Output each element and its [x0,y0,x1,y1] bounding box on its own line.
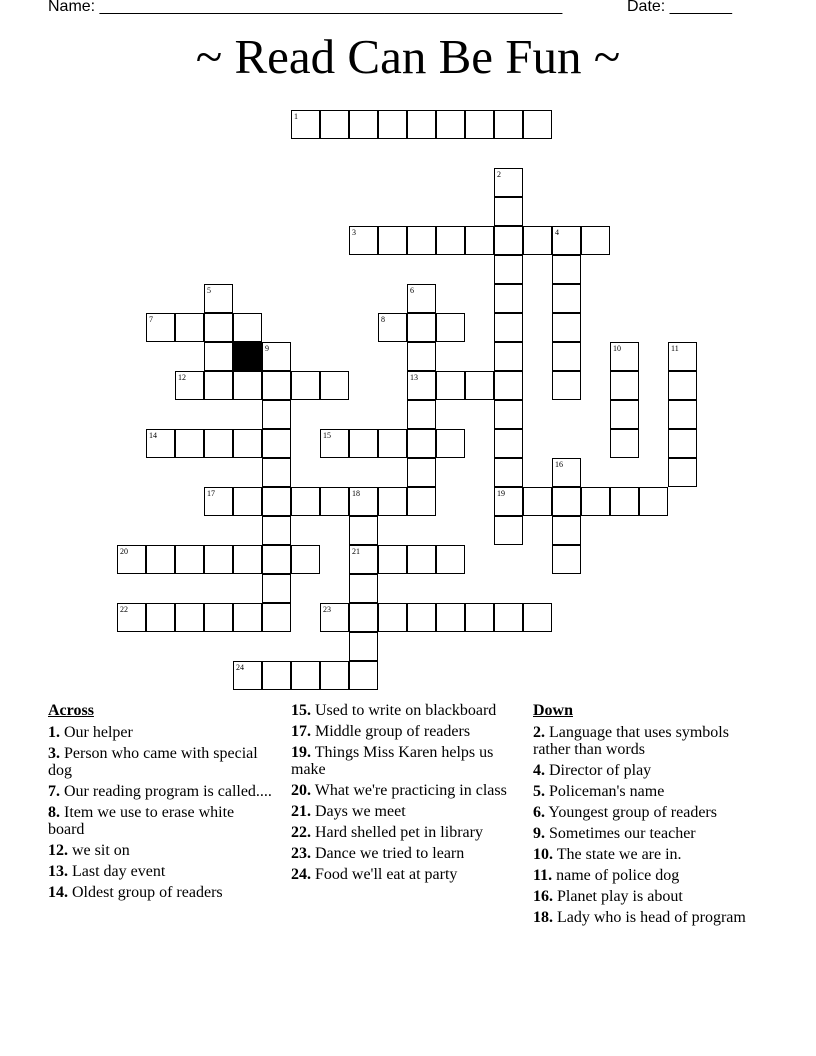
crossword-cell[interactable] [494,255,523,284]
clue-number: 20. [291,782,311,799]
crossword-cell[interactable] [349,545,378,574]
clue-text: Director of play [549,762,652,779]
cell-number: 9 [265,344,269,353]
cell-number: 21 [352,547,360,556]
clue-across [48,884,273,901]
crossword-cell[interactable] [233,545,262,574]
clue-text: Last day event [72,863,166,880]
crossword-cell[interactable] [378,603,407,632]
down-clues [533,702,758,930]
crossword-cell[interactable] [552,458,581,487]
crossword-cell[interactable] [117,603,146,632]
crossword-cell[interactable] [291,661,320,690]
crossword-cell[interactable] [378,429,407,458]
crossword-cell[interactable] [175,429,204,458]
clue-number: 24. [291,866,311,883]
crossword-cell[interactable] [378,110,407,139]
crossword-cell[interactable] [494,371,523,400]
crossword-cell[interactable] [523,487,552,516]
clue-across [48,745,273,779]
page-title: ~ Read Can Be Fun ~ [195,29,621,84]
crossword-cell[interactable] [494,516,523,545]
crossword-cell[interactable] [378,545,407,574]
crossword-cell[interactable] [204,313,233,342]
crossword-cell[interactable] [175,603,204,632]
clue-number: 19. [291,744,311,761]
crossword-cell[interactable] [407,313,436,342]
clue-down [533,888,758,905]
clue-text: Person who came with special dog [48,745,258,779]
clue-text: name of police dog [556,867,680,884]
crossword-cell[interactable] [233,313,262,342]
crossword-cell[interactable] [349,110,378,139]
clue-number: 7. [48,783,60,800]
crossword-cell[interactable] [552,255,581,284]
crossword-cell[interactable] [291,110,320,139]
crossword-cell[interactable] [407,429,436,458]
crossword-cell[interactable] [494,487,523,516]
clue-down [533,909,758,926]
clue-number: 6. [533,804,545,821]
clue-number: 14. [48,884,68,901]
crossword-cell[interactable] [668,342,697,371]
clue-down [533,762,758,779]
crossword-cell[interactable] [436,429,465,458]
clue-text: Things Miss Karen helps us make [291,744,494,778]
clue-across [48,842,273,859]
crossword-cell[interactable] [436,226,465,255]
cell-number: 12 [178,373,186,382]
clue-across [291,866,516,883]
cell-number: 4 [555,228,559,237]
crossword-cell[interactable] [610,429,639,458]
crossword-cell[interactable] [204,284,233,313]
crossword-cell[interactable] [349,632,378,661]
clue-down [533,867,758,884]
crossword-cell[interactable] [320,603,349,632]
crossword-cell[interactable] [291,545,320,574]
clue-number: 10. [533,846,553,863]
crossword-cell[interactable] [494,342,523,371]
crossword-cell[interactable] [349,574,378,603]
clue-text: Dance we tried to learn [315,845,465,862]
crossword-cell[interactable] [233,429,262,458]
clue-text: Language that uses symbols rather than words [533,724,729,758]
crossword-cell[interactable] [204,342,233,371]
crossword-cell[interactable] [349,661,378,690]
cell-number: 1 [294,112,298,121]
cell-number: 13 [410,373,418,382]
clue-text: Our reading program is called.... [64,783,272,800]
crossword-cell[interactable] [494,110,523,139]
clue-down [533,825,758,842]
crossword-cell[interactable] [552,545,581,574]
crossword-cell[interactable] [204,429,233,458]
cell-number: 18 [352,489,360,498]
cell-number: 10 [613,344,621,353]
crossword-cell[interactable] [117,545,146,574]
clue-number: 8. [48,804,60,821]
crossword-cell[interactable] [610,342,639,371]
clue-number: 4. [533,762,545,779]
crossword-cell[interactable] [668,429,697,458]
clue-number: 11. [533,867,553,884]
cell-number: 16 [555,460,563,469]
crossword-cell[interactable] [523,226,552,255]
crossword-cell[interactable] [146,603,175,632]
crossword-cell[interactable] [465,371,494,400]
crossword-cell[interactable] [320,487,349,516]
crossword-cell[interactable] [175,545,204,574]
cell-number: 19 [497,489,505,498]
crossword-cell[interactable] [407,487,436,516]
across-clues-continued [291,702,516,887]
clue-across [291,702,516,719]
crossword-cell[interactable] [523,110,552,139]
crossword-cell[interactable] [204,487,233,516]
crossword-cell[interactable] [407,458,436,487]
crossword-cell[interactable] [204,603,233,632]
crossword-cell[interactable] [233,603,262,632]
crossword-cell[interactable] [436,603,465,632]
crossword-cell[interactable] [436,371,465,400]
crossword-cell[interactable] [436,545,465,574]
crossword-cell[interactable] [175,313,204,342]
clue-text: Item we use to erase white board [48,804,235,838]
crossword-cell[interactable] [494,284,523,313]
crossword-cell[interactable] [668,371,697,400]
crossword-cell[interactable] [233,487,262,516]
crossword-cell[interactable] [349,487,378,516]
crossword-cell[interactable] [407,284,436,313]
crossword-cell[interactable] [146,429,175,458]
crossword-cell[interactable] [349,429,378,458]
crossword-cell[interactable] [436,313,465,342]
crossword-cell[interactable] [320,110,349,139]
cell-number: 7 [149,315,153,324]
crossword-cell[interactable] [320,371,349,400]
clue-number: 23. [291,845,311,862]
down-heading: Down [533,702,574,719]
crossword-cell[interactable] [494,168,523,197]
clue-down [533,724,758,758]
crossword-cell[interactable] [552,516,581,545]
crossword-cell[interactable] [320,661,349,690]
crossword-cell[interactable] [146,545,175,574]
cell-number: 23 [323,605,331,614]
date-field-label: Date: _______ [627,0,732,15]
clue-number: 22. [291,824,311,841]
clue-text: we sit on [72,842,130,859]
clue-across [48,863,273,880]
clue-number: 2. [533,724,545,741]
crossword-cell[interactable] [494,313,523,342]
clue-text: Planet play is about [557,888,683,905]
across-clues [48,702,273,905]
crossword-cell[interactable] [552,226,581,255]
cell-number: 24 [236,663,244,672]
crossword-cell[interactable] [465,110,494,139]
clue-across [291,723,516,740]
clue-number: 18. [533,909,553,926]
crossword-cell[interactable] [204,545,233,574]
crossword-cell[interactable] [262,458,291,487]
clue-number: 5. [533,783,545,800]
crossword-cell[interactable] [378,487,407,516]
crossword-cell[interactable] [552,342,581,371]
clue-number: 17. [291,723,311,740]
crossword-cell[interactable] [233,371,262,400]
crossword-cell[interactable] [262,342,291,371]
clue-number: 9. [533,825,545,842]
cell-number: 22 [120,605,128,614]
clue-text: Days we meet [315,803,406,820]
clue-text: Middle group of readers [315,723,471,740]
crossword-cell[interactable] [349,516,378,545]
crossword-cell[interactable] [552,487,581,516]
clue-across [291,744,516,778]
clue-text: Our helper [64,724,133,741]
crossword-cell[interactable] [523,603,552,632]
crossword-cell[interactable] [668,400,697,429]
clue-number: 16. [533,888,553,905]
cell-number: 8 [381,315,385,324]
crossword-cell[interactable] [494,603,523,632]
crossword-cell[interactable] [407,400,436,429]
crossword-cell[interactable] [175,371,204,400]
clue-across [291,845,516,862]
clue-across [48,724,273,741]
crossword-cell[interactable] [407,110,436,139]
cell-number: 20 [120,547,128,556]
crossword-cell[interactable] [552,371,581,400]
crossword-cell[interactable] [494,458,523,487]
clue-number: 1. [48,724,60,741]
clue-across [48,783,273,800]
crossword-cell[interactable] [262,661,291,690]
clue-across [291,803,516,820]
cell-number: 14 [149,431,157,440]
crossword-cell[interactable] [581,487,610,516]
clue-number: 21. [291,803,311,820]
clue-number: 12. [48,842,68,859]
crossword-cell[interactable] [610,371,639,400]
crossword-cell[interactable] [465,603,494,632]
crossword-cell[interactable] [320,429,349,458]
crossword-cell[interactable] [233,661,262,690]
crossword-cell[interactable] [465,226,494,255]
clue-text: What we're practicing in class [314,782,507,799]
clue-number: 15. [291,702,311,719]
clue-across [291,824,516,841]
clue-text: Policeman's name [549,783,665,800]
clue-down [533,783,758,800]
crossword-cell[interactable] [262,400,291,429]
crossword-cell[interactable] [494,429,523,458]
clue-text: Oldest group of readers [72,884,223,901]
crossword-cell[interactable] [494,197,523,226]
crossword-cell[interactable] [581,226,610,255]
crossword-cell[interactable] [552,313,581,342]
crossword-cell[interactable] [204,371,233,400]
crossword-cell[interactable] [407,603,436,632]
cell-number: 5 [207,286,211,295]
crossword-cell[interactable] [668,458,697,487]
clue-text: Hard shelled pet in library [315,824,483,841]
crossword-cell[interactable] [262,574,291,603]
clue-down [533,804,758,821]
clue-text: Youngest group of readers [548,804,717,821]
crossword-cell[interactable] [349,603,378,632]
crossword-cell[interactable] [639,487,668,516]
crossword-cell[interactable] [146,313,175,342]
crossword-cell[interactable] [407,545,436,574]
crossword-cell[interactable] [262,603,291,632]
crossword-cell[interactable] [494,400,523,429]
crossword-cell[interactable] [407,342,436,371]
clue-across [291,782,516,799]
crossword-cell[interactable] [610,400,639,429]
crossword-cell[interactable] [407,226,436,255]
crossword-cell[interactable] [407,371,436,400]
crossword-cell[interactable] [349,226,378,255]
clue-across [48,804,273,838]
crossword-cell[interactable] [262,545,291,574]
clue-text: The state we are in. [556,846,682,863]
crossword-cell[interactable] [610,487,639,516]
clue-text: Sometimes our teacher [549,825,696,842]
cell-number: 2 [497,170,501,179]
cell-number: 6 [410,286,414,295]
crossword-cell[interactable] [291,487,320,516]
clue-text: Food we'll eat at party [315,866,458,883]
clue-number: 13. [48,863,68,880]
clue-text: Used to write on blackboard [315,702,497,719]
crossword-cell[interactable] [262,371,291,400]
crossword-cell[interactable] [262,429,291,458]
crossword-cell[interactable] [436,110,465,139]
crossword-cell[interactable] [552,284,581,313]
crossword-cell[interactable] [262,516,291,545]
cell-number: 15 [323,431,331,440]
cell-number: 17 [207,489,215,498]
crossword-cell[interactable] [291,371,320,400]
cell-number: 3 [352,228,356,237]
cell-number: 11 [671,344,679,353]
crossword-cell[interactable] [378,226,407,255]
crossword-cell[interactable] [262,487,291,516]
clue-number: 3. [48,745,60,762]
clue-text: Lady who is head of program [557,909,746,926]
crossword-cell[interactable] [494,226,523,255]
crossword-cell[interactable] [378,313,407,342]
clue-down [533,846,758,863]
blocked-cell [233,342,262,371]
across-heading: Across [48,702,94,719]
name-field-label: Name: ____________________________________________________ [48,0,563,15]
